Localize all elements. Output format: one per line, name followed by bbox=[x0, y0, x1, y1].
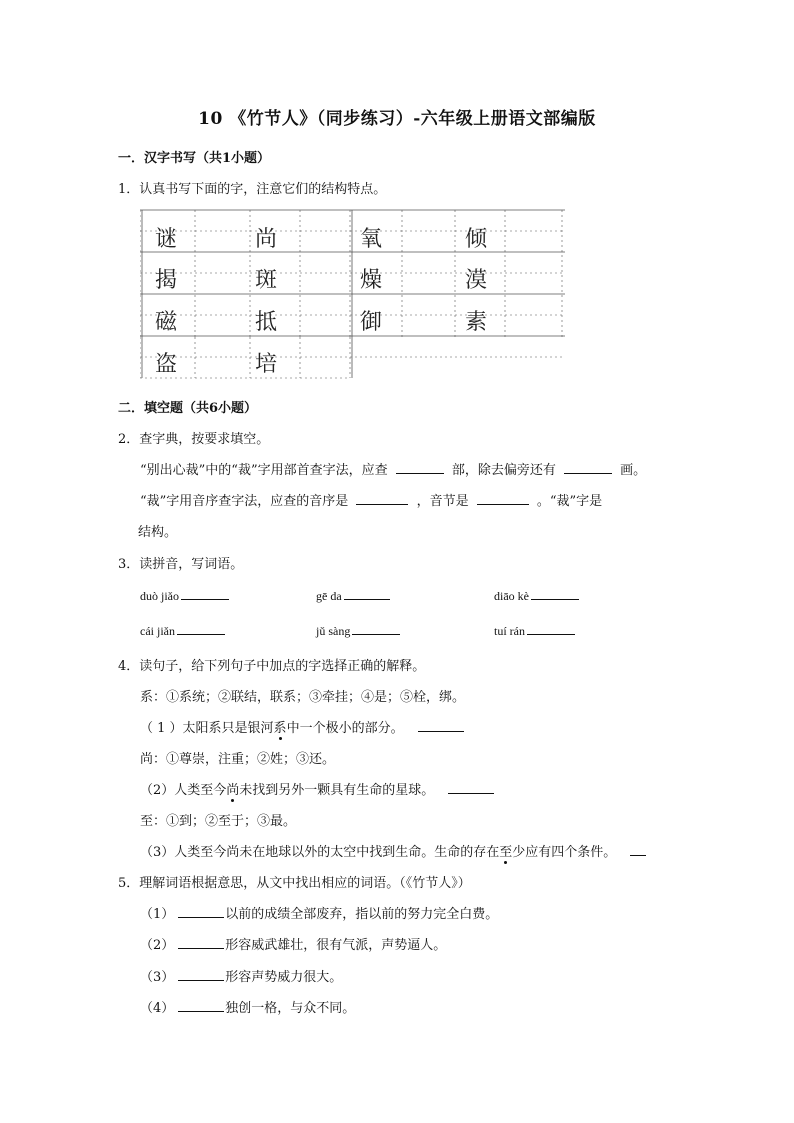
grid-cell bbox=[140, 217, 192, 257]
practice-character: 斑 bbox=[254, 268, 277, 293]
practice-character: 尚 bbox=[254, 227, 277, 252]
answer-blank[interactable] bbox=[352, 622, 400, 635]
answer-blank[interactable] bbox=[178, 968, 224, 981]
page-title: 10 《竹节人》（同步练习）-六年级上册语文部编版 bbox=[198, 109, 596, 129]
pinyin-item bbox=[316, 622, 400, 639]
answer-blank[interactable] bbox=[477, 492, 529, 505]
question-2-text: ，音节是 bbox=[416, 494, 469, 509]
question-5-stem: 5．理解词语根据意思，从文中找出相应的词语。（《竹节人》） bbox=[118, 876, 471, 891]
grid-cell bbox=[140, 258, 192, 298]
item-text: 形容声势威力很大。 bbox=[225, 970, 343, 985]
answer-blank[interactable] bbox=[178, 905, 224, 918]
item-number: （3） bbox=[140, 970, 175, 985]
practice-character: 素 bbox=[464, 310, 487, 335]
answer-blank[interactable] bbox=[448, 781, 494, 794]
answer-blank[interactable] bbox=[531, 587, 579, 600]
pinyin-item bbox=[140, 587, 229, 604]
question-2-stem: 2．查字典，按要求填空。 bbox=[118, 432, 270, 447]
dotted-character: 尚 bbox=[226, 783, 240, 798]
sentence-text: 中一个极小的部分。 bbox=[286, 721, 404, 736]
grid-cell bbox=[345, 300, 397, 340]
pinyin-item bbox=[140, 622, 225, 639]
grid-cell bbox=[450, 217, 502, 257]
pinyin-text: tuí rán bbox=[494, 624, 525, 638]
section-heading-1: 一．汉字书写（共1小题） bbox=[118, 151, 271, 166]
definition-item bbox=[140, 997, 355, 1016]
answer-blank[interactable] bbox=[356, 492, 408, 505]
answer-blank[interactable] bbox=[418, 719, 464, 732]
sentence-line bbox=[140, 717, 464, 736]
question-4-stem: 4．读句子，给下列句子中加点的字选择正确的解释。 bbox=[118, 659, 426, 674]
question-2-line-3: 结构。 bbox=[138, 525, 178, 540]
question-2-text: 。“裁”字是 bbox=[536, 494, 603, 509]
pinyin-item bbox=[494, 622, 575, 639]
grid-cell bbox=[345, 258, 397, 298]
pinyin-text: diāo kè bbox=[494, 589, 529, 603]
definition-line: 系：①系统；②联结，联系；③牵挂；④是；⑤栓，绑。 bbox=[140, 690, 466, 705]
grid-cell bbox=[450, 300, 502, 340]
answer-blank[interactable] bbox=[564, 461, 612, 474]
practice-character: 抵 bbox=[254, 310, 277, 335]
question-2-text: 部，除去偏旁还有 bbox=[451, 463, 556, 478]
item-text: 以前的成绩全部废弃，指以前的努力完全白费。 bbox=[225, 907, 499, 922]
question-2-text: “裁”字用音序查字法，应查的音序是 bbox=[140, 494, 349, 509]
definition-item bbox=[140, 903, 498, 922]
character-practice-grid bbox=[140, 207, 570, 379]
practice-character: 揭 bbox=[154, 268, 177, 293]
grid-cell bbox=[240, 342, 292, 382]
sentence-text: （2）人类至今 bbox=[140, 783, 227, 798]
item-text: 独创一格，与众不同。 bbox=[225, 1001, 356, 1016]
sentence-line bbox=[140, 841, 646, 860]
sentence-text: （ 1 ）太阳系只是银河 bbox=[140, 721, 274, 736]
answer-blank[interactable] bbox=[178, 999, 224, 1012]
pinyin-item bbox=[494, 587, 579, 604]
answer-blank[interactable] bbox=[178, 936, 224, 949]
question-2-text: 画。 bbox=[620, 463, 647, 478]
answer-blank[interactable] bbox=[396, 461, 444, 474]
sentence-text: 未找到另外一颗具有生命的星球。 bbox=[239, 783, 435, 798]
answer-blank[interactable] bbox=[177, 622, 225, 635]
pinyin-text: gē da bbox=[316, 589, 342, 603]
item-number: （2） bbox=[140, 938, 175, 953]
grid-cell bbox=[240, 217, 292, 257]
question-1-stem: 1．认真书写下面的字，注意它们的结构特点。 bbox=[118, 182, 387, 197]
grid-cell bbox=[240, 258, 292, 298]
practice-character: 御 bbox=[359, 310, 382, 335]
answer-blank[interactable] bbox=[344, 587, 390, 600]
pinyin-text: jǔ sàng bbox=[316, 624, 351, 638]
practice-character: 盗 bbox=[154, 352, 177, 377]
question-2-line-1 bbox=[140, 459, 646, 478]
practice-character: 燥 bbox=[359, 268, 382, 293]
question-2-line-2 bbox=[140, 490, 602, 509]
item-number: （4） bbox=[140, 1001, 175, 1016]
grid-cell bbox=[240, 300, 292, 340]
question-2-text: “别出心裁”中的“裁”字用部首查字法，应查 bbox=[140, 463, 388, 478]
section-heading-2: 二．填空题（共6小题） bbox=[118, 401, 258, 416]
practice-character: 培 bbox=[254, 352, 277, 377]
answer-blank[interactable] bbox=[527, 622, 575, 635]
practice-character: 氧 bbox=[359, 227, 382, 252]
practice-character: 谜 bbox=[154, 227, 177, 252]
definition-item bbox=[140, 966, 342, 985]
sentence-text: （3）人类至今尚未在地球以外的太空中找到生命。生命的存在 bbox=[140, 845, 500, 860]
practice-character: 漠 bbox=[464, 268, 487, 293]
answer-blank[interactable] bbox=[181, 587, 229, 600]
dotted-character: 系 bbox=[273, 721, 287, 736]
sentence-text: 少应有四个条件。 bbox=[512, 845, 617, 860]
pinyin-item bbox=[316, 587, 390, 604]
answer-blank[interactable] bbox=[630, 843, 646, 856]
sentence-line bbox=[140, 779, 494, 798]
definition-line: 尚：①尊崇，注重；②姓；③还。 bbox=[140, 752, 336, 767]
practice-character: 倾 bbox=[464, 227, 487, 252]
dotted-character: 至 bbox=[499, 845, 513, 860]
grid-cell bbox=[140, 300, 192, 340]
question-3-stem: 3．读拼音，写词语。 bbox=[118, 557, 244, 572]
pinyin-text: cái jiǎn bbox=[140, 624, 175, 638]
grid-cell bbox=[345, 217, 397, 257]
item-text: 形容威武雄壮，很有气派，声势逼人。 bbox=[225, 938, 447, 953]
practice-character: 磁 bbox=[154, 310, 177, 335]
definition-line: 至：①到；②至于；③最。 bbox=[140, 814, 297, 829]
grid-cell bbox=[140, 342, 192, 382]
pinyin-text: duò jiǎo bbox=[140, 589, 179, 603]
item-number: （1） bbox=[140, 907, 175, 922]
definition-item bbox=[140, 934, 446, 953]
grid-cell bbox=[450, 258, 502, 298]
